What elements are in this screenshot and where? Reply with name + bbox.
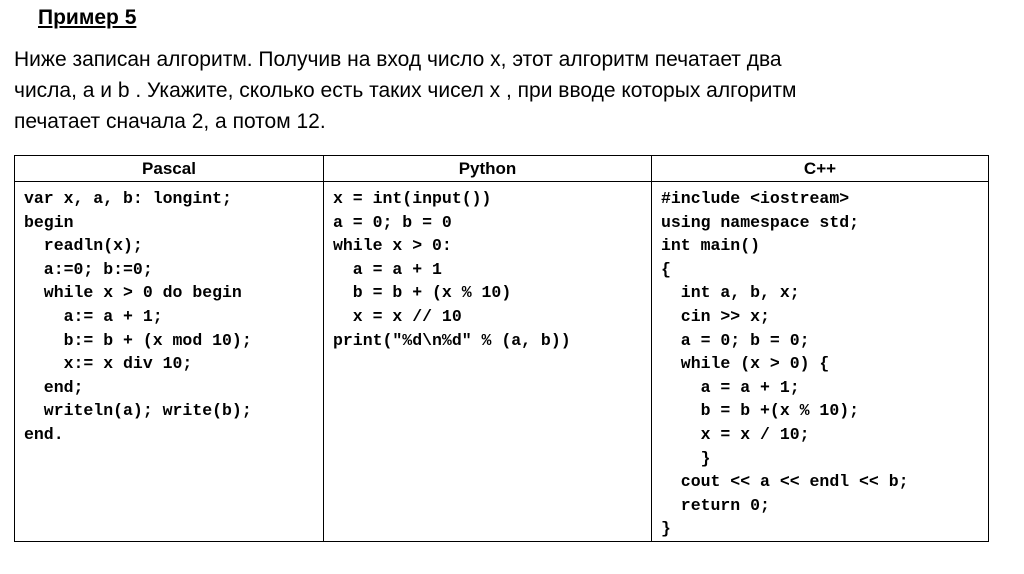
code-line: b:= b + (x mod 10); <box>24 330 252 350</box>
code-comparison-table <box>14 155 989 542</box>
code-line: int a, b, x; <box>661 283 800 303</box>
pascal-code-cell <box>15 182 324 542</box>
code-line: while (x > 0) { <box>661 354 830 374</box>
table-header-row <box>15 156 989 182</box>
code-line: while x > 0: <box>333 236 452 256</box>
code-line: readln(x); <box>24 236 143 256</box>
code-line: end; <box>24 377 84 397</box>
code-line: x = x // 10 <box>333 306 462 326</box>
code-line: writeln(a); write(b); <box>24 401 252 421</box>
table-code-row <box>15 182 989 542</box>
code-line: using namespace std; <box>661 212 860 232</box>
cpp-code-cell <box>652 182 989 542</box>
code-line: b = b +(x % 10); <box>661 401 860 421</box>
code-line: a = a + 1 <box>333 259 442 279</box>
code-line: var x, a, b: longint; <box>24 189 232 208</box>
header-cpp: C++ <box>652 156 989 182</box>
code-line: begin <box>24 212 74 232</box>
problem-line-3: печатает сначала 2, а потом 12. <box>14 110 326 133</box>
code-line: cout << a << endl << b; <box>661 472 909 492</box>
problem-statement <box>14 44 974 137</box>
python-code-cell <box>324 182 652 542</box>
code-line: a:=0; b:=0; <box>24 259 153 279</box>
code-line: a = 0; b = 0; <box>661 330 810 350</box>
code-line: x:= x div 10; <box>24 354 193 374</box>
code-line: a:= a + 1; <box>24 306 163 326</box>
problem-line-1: Ниже записан алгоритм. Получив на вход число x, этот алгоритм печатает два <box>14 48 782 71</box>
header-python: Python <box>324 156 652 182</box>
code-line: } <box>661 519 671 539</box>
code-line: cin >> x; <box>661 306 770 326</box>
code-line: end. <box>24 424 64 444</box>
code-line: a = 0; b = 0 <box>333 212 452 232</box>
code-line: x = int(input()) <box>333 189 492 208</box>
code-line: a = a + 1; <box>661 377 800 397</box>
code-line: #include <iostream> <box>661 189 850 208</box>
code-line: while x > 0 do begin <box>24 283 242 303</box>
code-line: int main() <box>661 236 761 256</box>
code-line: { <box>661 259 671 279</box>
example-heading: Пример 5 <box>38 6 137 29</box>
code-line: x = x / 10; <box>661 424 810 444</box>
code-line: b = b + (x % 10) <box>333 283 512 303</box>
code-line: } <box>661 448 711 468</box>
code-line: print("%d\n%d" % (a, b)) <box>333 330 571 350</box>
problem-line-2: числа, a и b . Укажите, сколько есть таких чисел x , при вводе которых алгоритм <box>14 79 797 102</box>
header-pascal: Pascal <box>15 156 324 182</box>
code-line: return 0; <box>661 495 770 515</box>
